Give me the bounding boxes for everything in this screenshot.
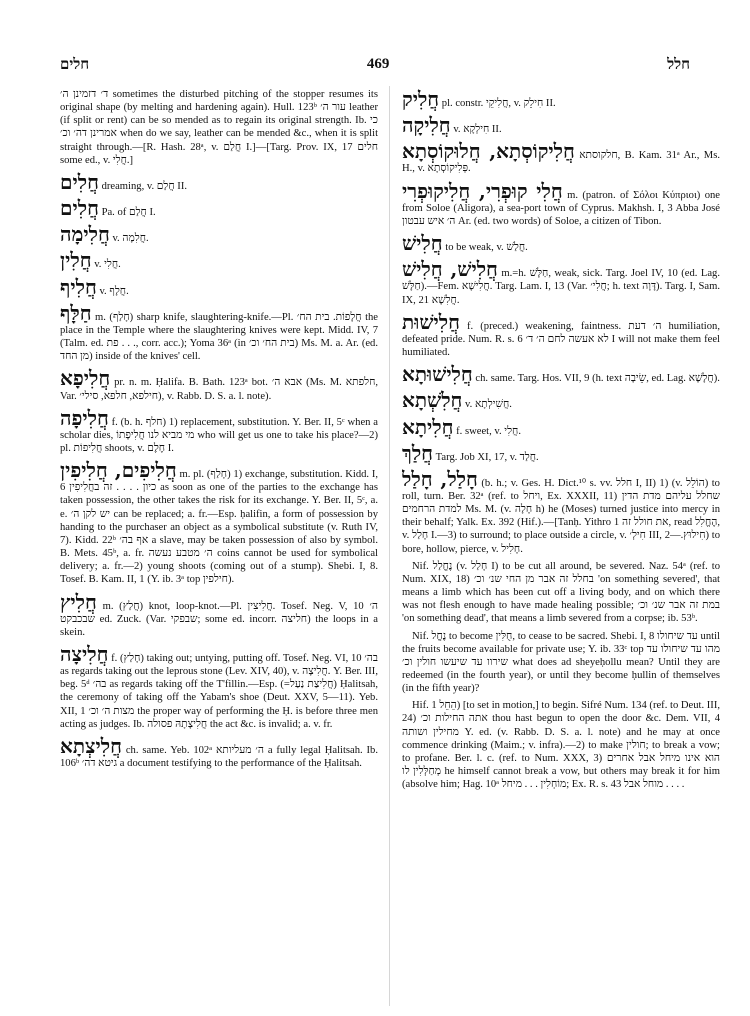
entry-definition: ch. same. Yeb. 102ᵃ ה׳ מעליותא a fully legal Ḥalitsah. Ib. 106ᵇ גיטא דה׳ a document testifying to the performance of the Ḥalitsah. bbox=[60, 744, 378, 770]
dictionary-entry bbox=[60, 591, 378, 639]
column-divider bbox=[389, 86, 390, 1006]
dictionary-entry bbox=[402, 114, 720, 136]
dictionary-entry bbox=[402, 311, 720, 359]
entry-definition: pl. constr. חֲלִיקֵי, v. חִילֵק II. bbox=[441, 98, 556, 109]
entry-headword: חֲלִיצְתָא bbox=[60, 733, 122, 758]
entry-headword: חֲלִיפִים, חֲלִיפִין bbox=[60, 458, 177, 483]
header-right-guideword: חלל bbox=[667, 54, 690, 73]
entry-definition: v. חִילְקָא II. bbox=[453, 124, 502, 136]
header-left-guideword: חלים bbox=[60, 54, 90, 73]
entry-definition: m. (חֲלַץ) knot, loop-knot.—Pl. חֲלִיצִין. Tosef. Neg. V, 10 ה׳ שבכבקט ed. Zuck. (Var. שבפקי; some ed. incorr. חליצה) the loops in a skein. bbox=[60, 600, 378, 638]
dictionary-entry bbox=[402, 232, 720, 254]
entry-definition: m.=h. חַלָּשׁ, weak, sick. Targ. Joel IV, 10 (ed. Lag. חַלָּשׁ).—Fem. חֲלִישָׁא. Targ. Lam. I, 13 (Var. חֲלִי׳; h. text דָּוָה). Targ. I, Sam. IX, 21 חֲלִשָׁא. bbox=[402, 268, 720, 306]
entry-definition: m. (patron. of Σόλοι Κύπριοι) one from Soloe (Aligora), a sea-port town of Cyprus. Makhsh. I, 3 Abba José ה׳ איש עבטון Ar. (ed. two words) of Soloe, a citizen of Tibon. bbox=[402, 189, 720, 227]
entry-definition: f. (b. h. חלף) 1) replacement, substitution. Y. Ber. II, 5ᶜ when a scholar dies, מי מביא לנו חֲלִיפָתוֹ who will get us one to take his place?—2) pl. חֲלִיפוֹת shoots, v. חֶלֶם I. bbox=[60, 416, 378, 454]
entry-definition: f. (חָלַץ) taking out; untying, putting off. Tosef. Neg. VI, 10 בה׳ as regards taking out the leprous stone (Lev. XIV, 40), v. חֲלִיצָה. Y. Ber. III, beg. 5ᵈ בה׳ as regards taking off the T'fillin.—Esp. (=חֲלִיצַת נַעַל) Ḥalitsah, the ceremony of taking off the Yabam's shoe (Deut. XXV, 5—11). Yeb. XII, 1 מצות ה׳ וכ׳ the proper way of performing the Ḥ. is before three men acting as judges. Ib. חֲלִיצָתָהּ פסולה the act &c. is invalid; a. v. fr. bbox=[60, 653, 378, 730]
dictionary-entry bbox=[402, 560, 720, 626]
entry-headword: חֲלִיקָה bbox=[402, 113, 451, 138]
entry-headword: חֲלִישׁ, חֲלִישׁ bbox=[402, 257, 498, 282]
dictionary-entry bbox=[402, 180, 720, 228]
entry-headword: חַלָּף bbox=[60, 300, 92, 325]
entry-headword: חֲלִין bbox=[60, 248, 92, 273]
dictionary-entry bbox=[402, 416, 720, 438]
entry-definition: m. (חָלַף) sharp knife, slaughtering-knife.—Pl. חֲלָפוֹת. בית הח׳ the place in the Temple where the slaughtering knives were kept. Midd. IV, 7 (Talm. ed. פת . . ., corr. acc.); Yoma 36ᵃ (in בית הח׳ וכ׳) Ms. M. a. Ar. (ed. מן החד) inside of the knives' cell. bbox=[60, 311, 378, 363]
entry-headword: חֲלִיף bbox=[60, 274, 97, 299]
dictionary-entry bbox=[60, 407, 378, 455]
dictionary-entry bbox=[402, 88, 720, 110]
entry-definition: v. חֲלִמָה. bbox=[112, 233, 149, 245]
page-number: 469 bbox=[366, 55, 390, 72]
entry-headword: חֲלִיפָא bbox=[60, 366, 111, 391]
dictionary-entry bbox=[60, 276, 378, 298]
entry-headword: חֲלִיתָא bbox=[402, 414, 454, 439]
entry-headword: חֲלִי קוּפְרִי, חֲלִיקוּפְרִי bbox=[402, 178, 563, 203]
entry-definition: חלקוסתא, B. Kam. 31ᵃ Ar., Ms. H., v. פְּלִיקוֹסְתָא. bbox=[402, 150, 720, 175]
dictionary-entry bbox=[60, 223, 378, 245]
entry-headword: חֲלִשְׁתָא bbox=[402, 388, 463, 413]
dictionary-entry bbox=[60, 197, 378, 219]
left-entry-list bbox=[60, 171, 378, 770]
entry-headword: חֲלִישׁוּתָא bbox=[402, 362, 473, 387]
dictionary-entry bbox=[402, 389, 720, 411]
entry-definition: Targ. Job XI, 17, v. חֲלַד. bbox=[435, 451, 539, 463]
entry-headword: חֲלִיקוֹסְתָא, חֲלוּקוֹסְתָא bbox=[402, 139, 575, 164]
entry-definition: Nif. נֶחֱל to become חֻלִּין, to cease to be sacred. Shebi. I, 8 עד שיחולו until the fruits become available for private use; Y. ib. 33ᶜ top מהו עד שיחולו עד שירוו עד שיעשו חולין וכ׳ what does ad sheyeḥollu mean? Until they are redeemed (in the fourth year), or until they become ḥullin of themselves (in the fifth year)? bbox=[402, 630, 720, 695]
entry-headword: חֲלַךְ bbox=[402, 440, 434, 465]
continuation-text: ד׳ דזמינן ה׳ sometimes the disturbed pitching of the stopper resumes its original shape (by melting and hardening again). Hull. 123ᵇ עור ה׳ leather (if split or rent) can be so mended as to regain its original strength. Ib. כי אמרינן דה׳ וכ׳ when do we say, leather can be mended &c., when it is split straight through.—[R. Hash. 28ᵃ, v. חֲלַם I.]—[Targ. Prov. IX, 17 חלים some ed., v. חֲלִי.] bbox=[60, 89, 378, 166]
entry-headword: חָלַל, חָלַל bbox=[402, 466, 478, 491]
dictionary-entry bbox=[60, 643, 378, 731]
entry-headword: חֲלִיק bbox=[402, 88, 440, 111]
entry-definition: f. sweet, v. חֲלִי. bbox=[456, 425, 521, 437]
entry-headword: חֲלִימָה bbox=[60, 222, 110, 247]
entry-definition: m. pl. (חָלַף) 1) exchange, substitution. Kidd. I, 6 כיון . . . . זה בחֲלִיפִין as soon as one of the parties to the exchange has taken possession, the other takes the risk for its exchange. Y. Ber. II, 5ᶜ, a. e. יש לקן ה׳ can be replaced; a. fr.—Esp. ḥalifin, a form of possession by handing to the purchaser an object as a symbolical substitute (v. Ruth IV, 7). Kidd. 22ᵇ אף בה׳ a slave, may be taken possession of also by symbol. B. Mets. 45ᵇ, a. fr. ה׳ מטבע נעשה coins cannot be used for symbolical delivery; a. fr.—2) young shoots (coming out of a stump). Shebi. I, 8. Tosef. B. Kam. II, 1 (Y. ib. 3ᵃ top חילפין). bbox=[60, 469, 378, 586]
dictionary-entry bbox=[60, 367, 378, 402]
left-column bbox=[60, 88, 378, 1006]
dictionary-entry bbox=[402, 258, 720, 306]
dictionary-entry bbox=[402, 140, 720, 175]
dictionary-entry bbox=[402, 699, 720, 791]
entry-definition: pr. n. m. Ḥalifa. B. Bath. 123ᵃ bot. אבא ה׳ (Ms. M. חלפתא, Var. חילפא, חלפא, סילי׳), v. Rabb. D. S. a. l. note). bbox=[60, 377, 378, 402]
dictionary-entry bbox=[402, 363, 720, 385]
entry-definition: v. חֲשִׁילְתָא. bbox=[465, 399, 512, 411]
entry-headword: חֲלִישׁ bbox=[402, 231, 443, 256]
entry-definition: f. (preced.) weakening, faintness. ה׳ דעת humiliation, defeated pride. Num. R. s. 6 לא אעשה לחם ה׳ ד׳ I will not make them feel humiliated. bbox=[402, 320, 720, 359]
entry-headword: חֲלִיץ bbox=[60, 589, 97, 614]
right-column bbox=[402, 88, 720, 1006]
entry-headword: חֲלִים bbox=[60, 196, 99, 221]
entry-definition: to be weak, v. חֲלַשׁ. bbox=[445, 242, 528, 254]
entry-headword: חֲלִיצָה bbox=[60, 642, 109, 666]
entry-headword: חֲלִים bbox=[60, 169, 99, 194]
entry-definition: dreaming, v. חֲלַם II. bbox=[101, 180, 187, 192]
dictionary-entry bbox=[60, 249, 378, 271]
entry-definition: ch. same. Targ. Hos. VII, 9 (h. text שֵׂיבָה, ed. Lag. חֲלָשָׁא). bbox=[475, 373, 720, 385]
entry-definition: v. חֲלִי. bbox=[94, 259, 121, 271]
dictionary-entry bbox=[402, 630, 720, 696]
dictionary-entry bbox=[60, 459, 378, 586]
dictionary-entry bbox=[402, 468, 720, 556]
entry-definition: Nif. נֶחֱלַל (v. חָלַל I) to be cut all around, be severed. Naz. 54ᵃ (ref. to Num. XIX, 18) בחלל זה אבר מן החי שנ׳ וכ׳ 'on something severed', that means a limb which has been cut off a living body, and on which there was not flesh enough to have made healing possible; במת זה אבר שנ׳ וכ׳ 'on something dead', that means a limb severed from a corpse; ib. 53ᵇ. bbox=[402, 560, 720, 625]
entry-definition: Pa. of חֲלַם I. bbox=[101, 207, 156, 219]
dictionary-entry bbox=[60, 171, 378, 193]
entry-headword: חֲלִישׁוּת bbox=[402, 309, 460, 334]
entry-definition: (b. h.; v. Ges. H. Dict.¹⁰ s. vv. חלל I, II) 1) (v. הוֹלֵל) to roll, turn. Ber. 32ᵃ (ref. to ויחל, Ex. XXXII, 11) שחלל עליהם מדת הדין למדת הרחמים Ms. M. (v. חָלָה h) he (Moses) turned justice into mercy in their behalf; Yalk. Ex. 392 (Hif.).—[Tanḥ. Yithro 1 את חולל זה, read הֶחֱלִל, v. חָלַל I.—3) to surround; to place outside a circle, v. חִילְ׳ III, חִילוּץ.—2) to bore, hollow, pierce, v. חָלִיל. bbox=[402, 477, 720, 555]
entry-definition: v. חֲלָף. bbox=[99, 285, 129, 297]
dictionary-entry bbox=[402, 442, 720, 464]
entry-definition: Hif. הֵחֵל 1) [to set in motion,] to begin. Sifré Num. 134 (ref. to Deut. III, 24) אתה החילות וכ׳ thou hast begun to open the door &c. Dem. VII, 4 מחילין ושותה Y. ed. (v. Rabb. D. S. a. l. note) and he may at once commence drinking (Maim.; v. infra).—2) to make חולין; to break a vow; to profane. Ber. l. c. (ref. to Num. XXX, 3) הוא אינו מיחל אבל אחרים מְחַלְּלִין לו he himself cannot break a vow, but others may break it for him (absolve him; Hag. 10ᵃ מוֹחְלִין . . . מיחל; Ex. R. s. 43 מוחל אבל . . . . bbox=[402, 700, 720, 791]
right-entry-list bbox=[402, 88, 720, 791]
dictionary-entry bbox=[60, 302, 378, 364]
entry-headword: חֲלִיפָה bbox=[60, 405, 109, 430]
dictionary-entry bbox=[60, 735, 378, 770]
page-header bbox=[60, 52, 690, 76]
